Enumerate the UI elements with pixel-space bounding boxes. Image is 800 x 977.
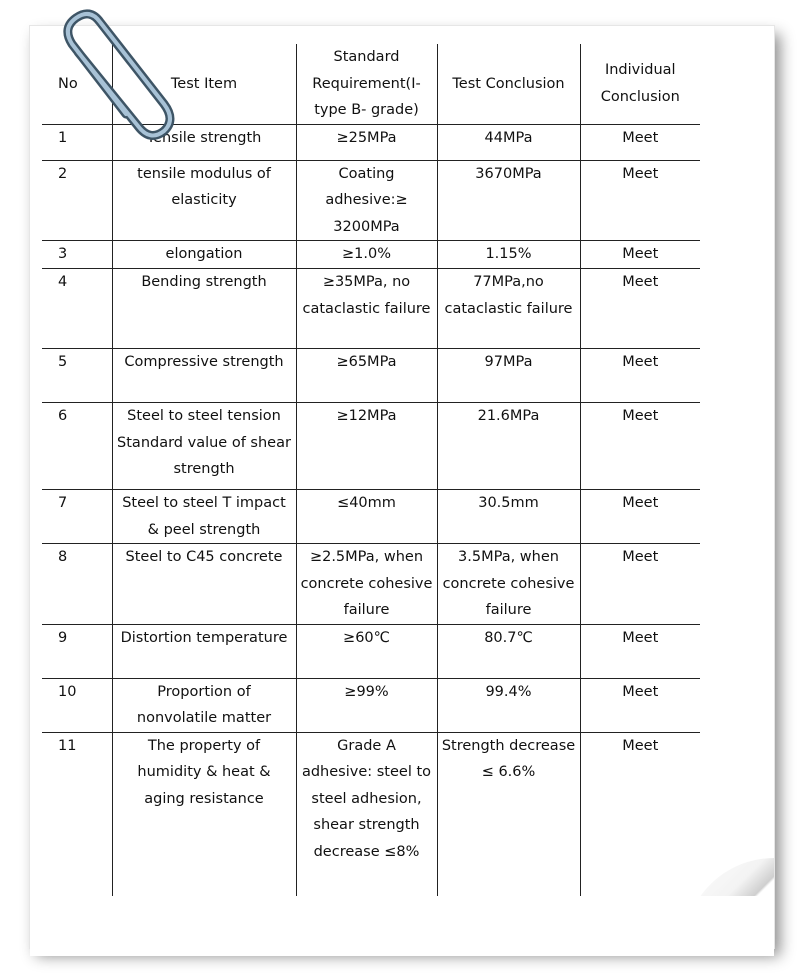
row-standard: ≥60℃ — [296, 624, 437, 678]
header-test-item: Test Item — [112, 44, 296, 124]
table-row — [42, 269, 700, 349]
row-no: 1 — [42, 124, 112, 160]
table-row — [42, 624, 700, 678]
row-test-item: Steel to steel T impact & peel strength — [112, 490, 296, 544]
row-standard: ≥99% — [296, 678, 437, 732]
row-no: 6 — [42, 403, 112, 490]
row-individual-conclusion: Meet — [580, 269, 700, 349]
row-no: 7 — [42, 490, 112, 544]
row-standard: ≥2.5MPa, when concrete cohesive failure — [296, 544, 437, 625]
row-individual-conclusion: Meet — [580, 732, 700, 902]
row-no: 8 — [42, 544, 112, 625]
row-no: 4 — [42, 269, 112, 349]
paperclip-wire — [68, 14, 170, 136]
paperclip-highlight — [68, 14, 170, 136]
row-test-item: Compressive strength — [112, 349, 296, 403]
header-no: No — [42, 44, 112, 124]
row-test-item: Proportion of nonvolatile matter — [112, 678, 296, 732]
row-individual-conclusion: Meet — [580, 160, 700, 241]
row-no: 5 — [42, 349, 112, 403]
table-row — [42, 160, 700, 241]
table-row — [42, 241, 700, 269]
row-test-conclusion: 3.5MPa, when concrete cohesive failure — [437, 544, 580, 625]
row-individual-conclusion: Meet — [580, 490, 700, 544]
row-test-conclusion: 30.5mm — [437, 490, 580, 544]
row-individual-conclusion: Meet — [580, 624, 700, 678]
table-row — [42, 544, 700, 625]
row-test-conclusion: 80.7℃ — [437, 624, 580, 678]
row-no: 2 — [42, 160, 112, 241]
row-test-item: Tensile strength — [112, 124, 296, 160]
row-individual-conclusion: Meet — [580, 349, 700, 403]
row-test-item: Bending strength — [112, 269, 296, 349]
row-test-item: Steel to steel tension Standard value of shear strength — [112, 403, 296, 490]
row-individual-conclusion: Meet — [580, 678, 700, 732]
header-standard-requirement: Standard Requirement(I-type B- grade) — [296, 44, 437, 124]
row-test-conclusion: 97MPa — [437, 349, 580, 403]
table-row — [42, 490, 700, 544]
row-standard: ≥25MPa — [296, 124, 437, 160]
header-test-conclusion: Test Conclusion — [437, 44, 580, 124]
row-individual-conclusion: Meet — [580, 241, 700, 269]
row-standard: ≥12MPa — [296, 403, 437, 490]
table-row — [42, 732, 700, 902]
row-individual-conclusion: Meet — [580, 544, 700, 625]
row-test-item: Distortion temperature — [112, 624, 296, 678]
row-test-conclusion: 1.15% — [437, 241, 580, 269]
row-standard: Coating adhesive:≥ 3200MPa — [296, 160, 437, 241]
row-test-conclusion: Strength decrease ≤ 6.6% — [437, 732, 580, 902]
row-standard: ≥1.0% — [296, 241, 437, 269]
page-bottom-margin — [30, 896, 774, 956]
row-no: 10 — [42, 678, 112, 732]
row-test-item: Steel to C45 concrete — [112, 544, 296, 625]
table-row — [42, 403, 700, 490]
row-test-item: tensile modulus of elasticity — [112, 160, 296, 241]
row-test-conclusion: 99.4% — [437, 678, 580, 732]
row-test-conclusion: 21.6MPa — [437, 403, 580, 490]
row-no: 11 — [58, 737, 77, 754]
row-standard: ≥35MPa, no cataclastic failure — [296, 269, 437, 349]
paperclip-icon — [38, 0, 178, 160]
table-row — [42, 678, 700, 732]
row-test-conclusion: 3670MPa — [437, 160, 580, 241]
row-no: 3 — [42, 241, 112, 269]
row-standard: ≥65MPa — [296, 349, 437, 403]
header-individual-conclusion: Individual Conclusion — [580, 44, 700, 124]
row-individual-conclusion: Meet — [580, 124, 700, 160]
row-individual-conclusion: Meet — [580, 403, 700, 490]
row-standard: Grade A adhesive: steel to steel adhesion, shear strength decrease ≤8% — [296, 732, 437, 902]
row-no: 9 — [42, 624, 112, 678]
test-results-table — [42, 44, 700, 902]
table-row — [42, 349, 700, 403]
row-test-item: The property of humidity & heat & aging resistance — [112, 732, 296, 902]
row-standard: ≤40mm — [296, 490, 437, 544]
row-test-conclusion: 77MPa,no cataclastic failure — [437, 269, 580, 349]
row-test-item: elongation — [112, 241, 296, 269]
row-test-conclusion: 44MPa — [437, 124, 580, 160]
